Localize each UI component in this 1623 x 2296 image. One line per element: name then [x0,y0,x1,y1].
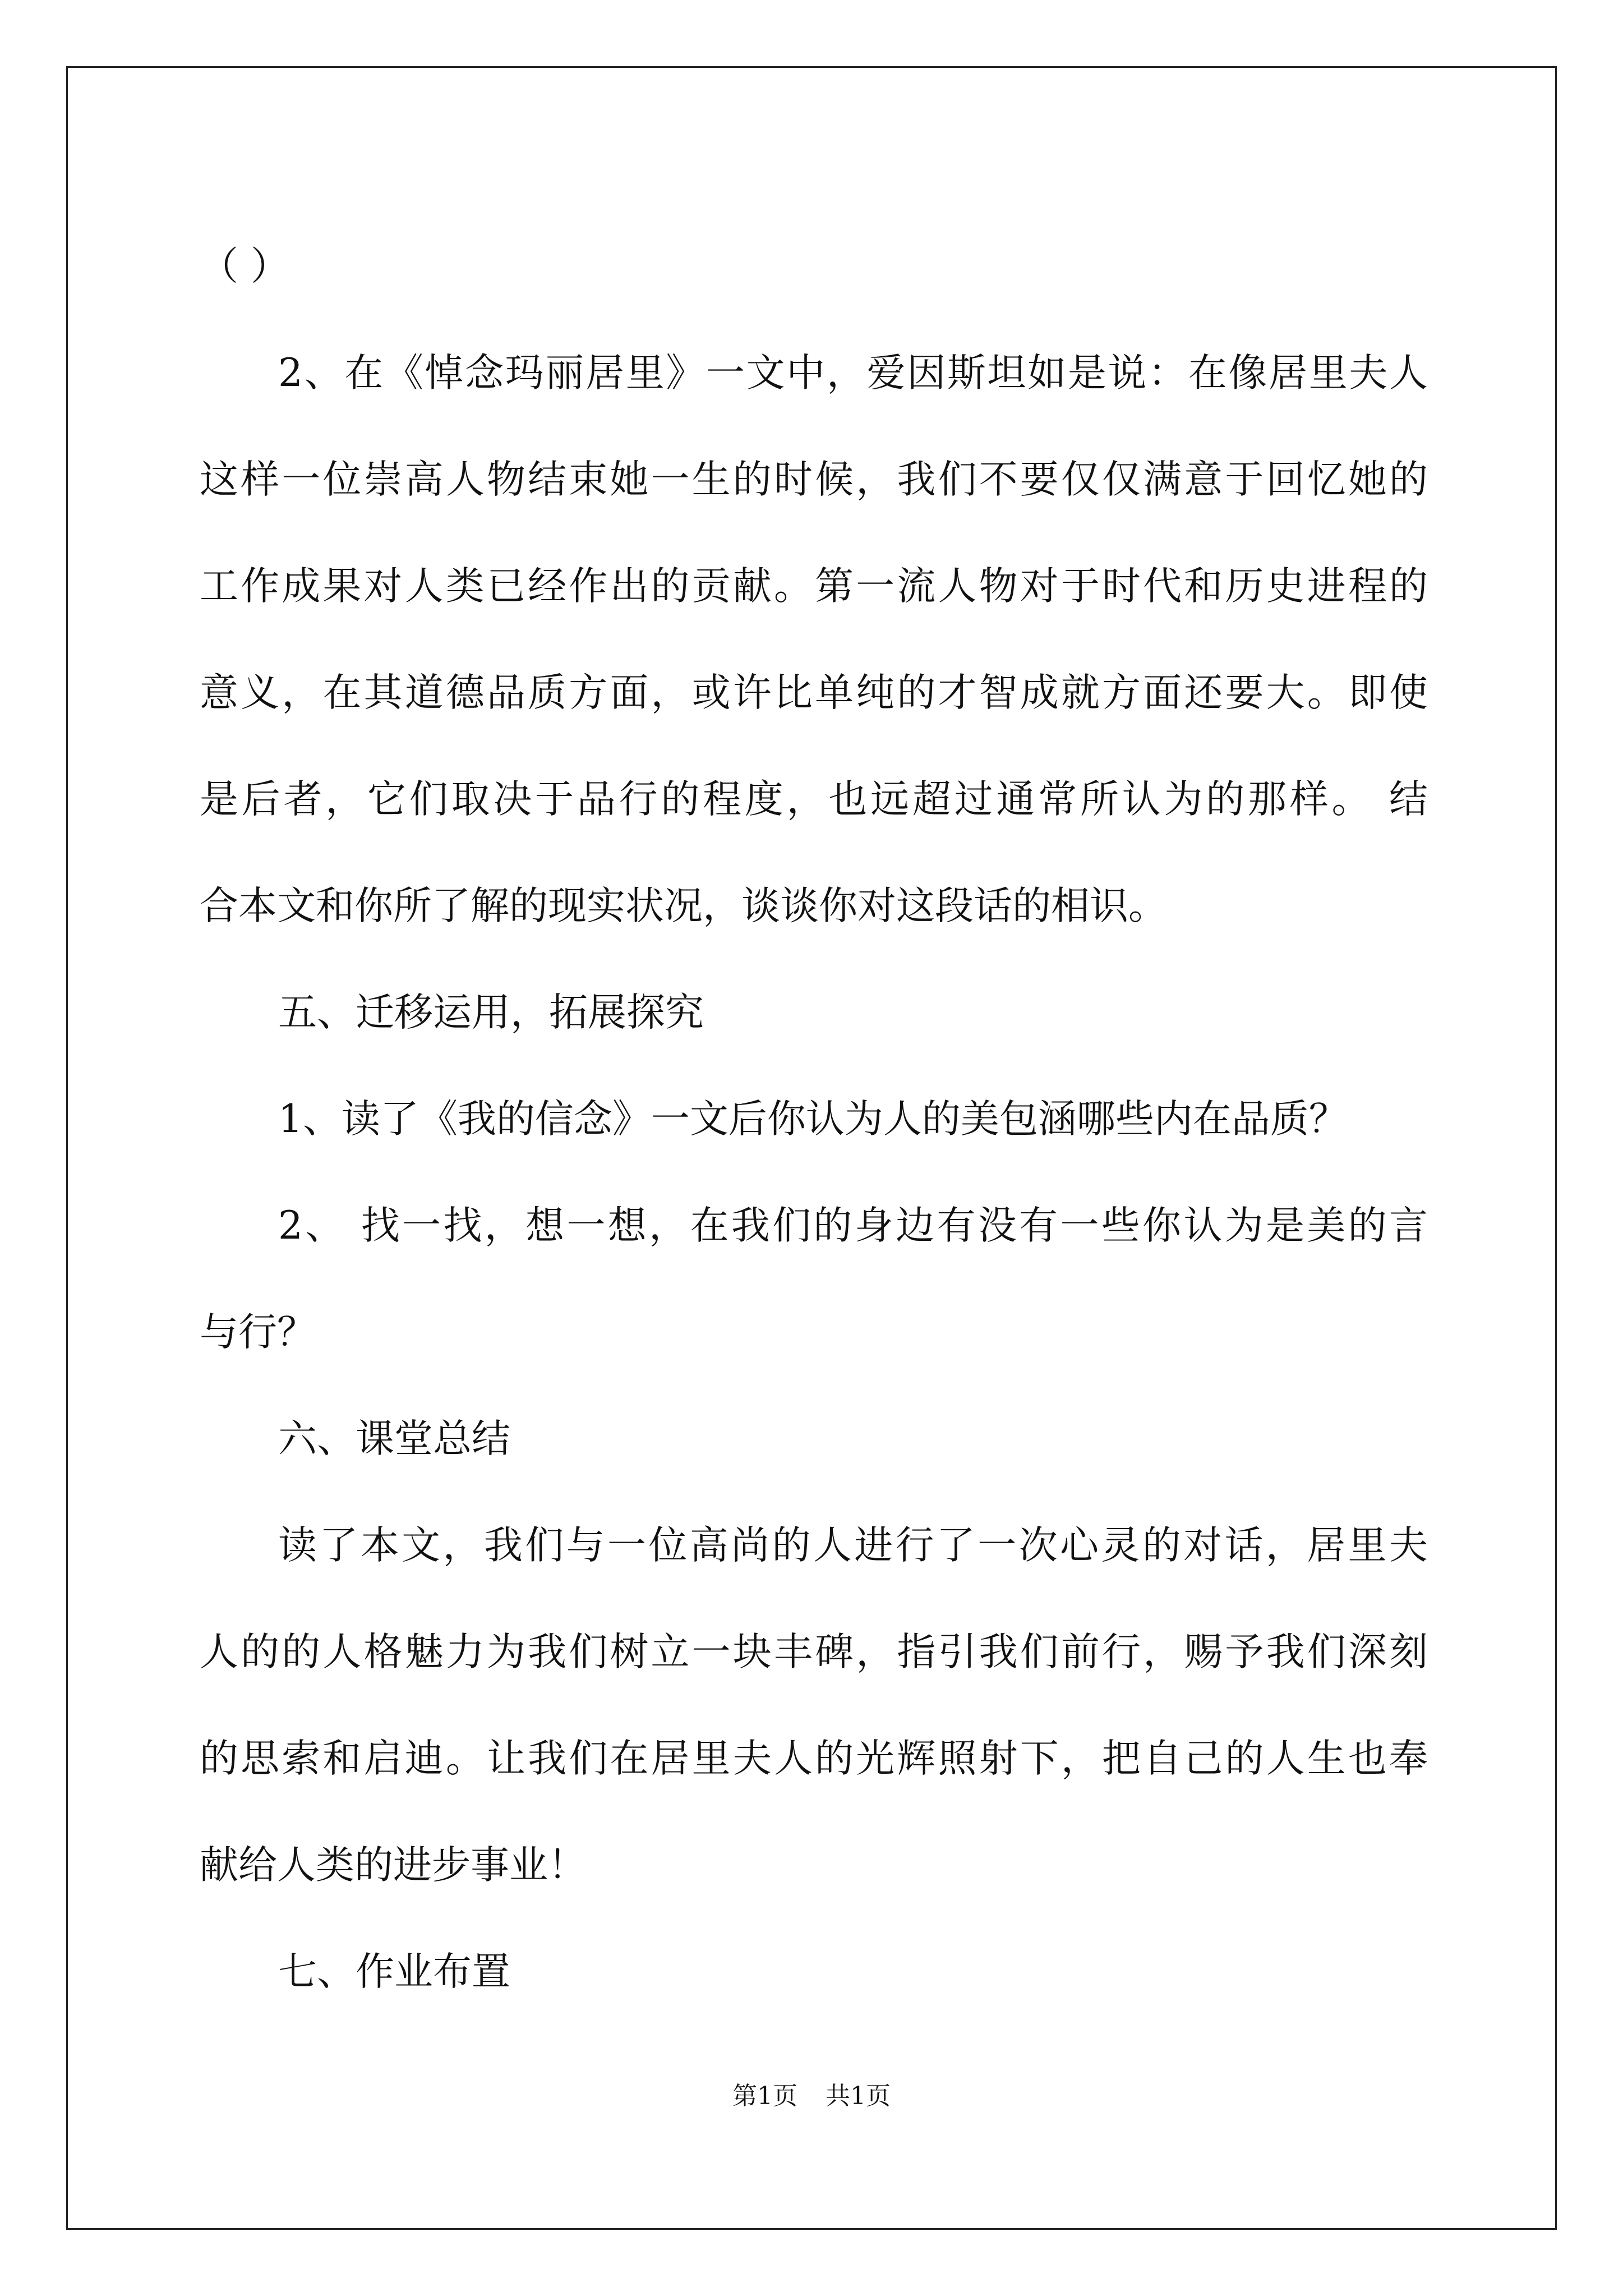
text-line: 2、 找一找，想一想，在我们的身边有没有一些你认为是美的言 [278,1203,1428,1248]
text-line: 合本文和你所了解的现实状况，谈谈你对这段话的相识。 [200,884,1167,928]
text-line: 与行？ [200,1310,316,1355]
text-line: 读了本文，我们与一位高尚的人进行了一次心灵的对话，居里夫 [278,1523,1428,1568]
text-line: 工作成果对人类已经作出的贡献。第一流人物对于时代和历史进程的 [200,564,1428,609]
document-body [200,213,1428,2025]
text-line: 意义，在其道德品质方面，或许比单纯的才智成就方面还要大。即使 [200,670,1428,715]
text-line: 这样一位崇高人物结束她一生的时候，我们不要仅仅满意于回忆她的 [200,457,1428,502]
text-line: （ ） [200,244,289,289]
text-line: 的思索和启迪。让我们在居里夫人的光辉照射下，把自己的人生也奉 [200,1736,1428,1781]
section-heading: 五、迁移运用，拓展探究 [278,990,704,1035]
section-heading: 七、作业布置 [278,1949,510,1994]
page-number-current: 第1页 [732,2082,797,2110]
page-footer [0,2076,1623,2111]
text-line: 1、读了《我的信念》一文后你认为人的美包涵哪些内在品质？ [278,1097,1348,1142]
section-heading: 六、课堂总结 [278,1416,510,1461]
text-line: 献给人类的进步事业！ [200,1843,587,1888]
page-number-total: 共1页 [826,2082,891,2110]
text-line: 是后者，它们取决于品行的程度，也远超过通常所认为的那样。 结 [200,777,1428,822]
text-line: 人的的人格魅力为我们树立一块丰碑，指引我们前行，赐予我们深刻 [200,1630,1428,1674]
text-line: 2、在《悼念玛丽居里》一文中，爱因斯坦如是说：在像居里夫人 [278,351,1428,395]
